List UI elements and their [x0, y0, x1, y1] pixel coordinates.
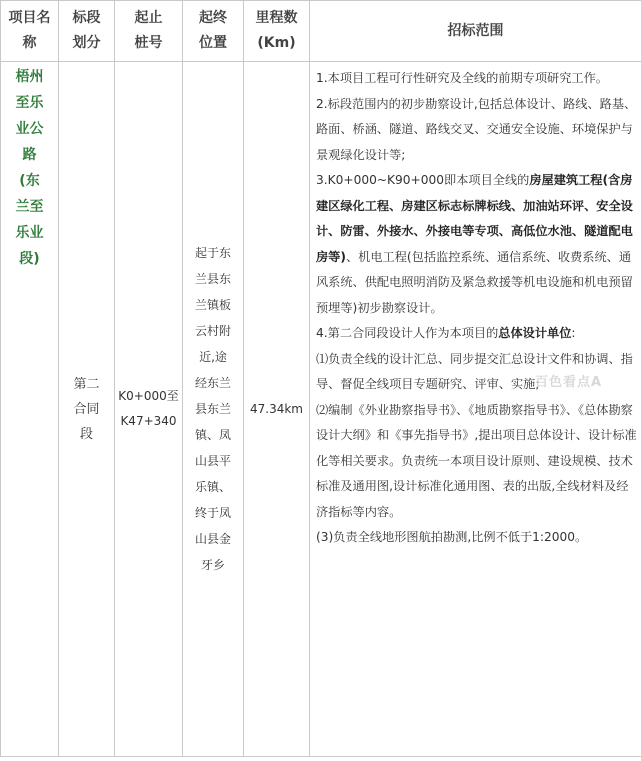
position-cell: 起于东 兰县东 兰镇板 云村附 近,途 经东兰 县东兰 镇、凤 山县平 乐镇、 终于凤 山县金 牙乡 — [183, 62, 244, 757]
scope-cell — [310, 62, 641, 757]
table-row — [1, 62, 641, 757]
header-project-name: 项目名 称 — [1, 1, 59, 62]
scope-item-2: 2.标段范围内的初步勘察设计,包括总体设计、路线、路基、路面、桥涵、隧道、路线交叉、交通安全设施、环境保护与景观绿化设计等; — [316, 96, 637, 162]
project-name-cell: 梧州 至乐 业公 路 (东 兰至 乐业 段) — [1, 62, 59, 757]
mileage-cell: 47.34km — [244, 62, 310, 757]
scope-item-6: ⑵编制《外业勘察指导书》、《地质勘察指导书》、《总体勘察设计大纲》和《事先指导书》,提出项目总体设计、设计标准化等相关要求。负责统一本项目设计原则、建设规模、技术标准及通用图,设计标准化通用图、表的出版,全线材料及经济指标等内容。 — [316, 402, 637, 519]
header-row — [1, 1, 641, 62]
header-scope: 招标范围 — [310, 1, 641, 62]
stake-cell: K0+000至 K47+340 — [115, 62, 183, 757]
header-position: 起终 位置 — [183, 1, 244, 62]
header-mileage: 里程数 (Km) — [244, 1, 310, 62]
section-cell: 第二 合同 段 — [59, 62, 115, 757]
watermark: 百色看点A — [535, 375, 603, 390]
scope-item-1: 1.本项目工程可行性研究及全线的前期专项研究工作。 — [316, 71, 608, 85]
scope-item-7: (3)负责全线地形图航拍勘测,比例不低于1:2000。 — [316, 530, 588, 544]
scope-item-4: 4.第二合同段设计人作为本项目的总体设计单位: — [316, 326, 576, 340]
header-stake: 起止 桩号 — [115, 1, 183, 62]
scope-item-3: 3.K0+000~K90+000即本项目全线的房屋建筑工程(含房建区绿化工程、房建区标志标牌标线、加油站环评、安全设计、防雷、外接水、外接电等专项、高低位水池、隧道配电房等)、机电工程(包括监控系统、通信系统、收费系统、通风系统、供配电照明消防及紧急救援等机电设施和机电预留预埋等)初步勘察设计。 — [316, 173, 633, 315]
scope-item-5: ⑴负责全线的设计汇总、同步提交汇总设计文件和协调、指导、督促全线项目专题研究、评审、实施; — [316, 351, 633, 391]
header-section: 标段 划分 — [59, 1, 115, 62]
